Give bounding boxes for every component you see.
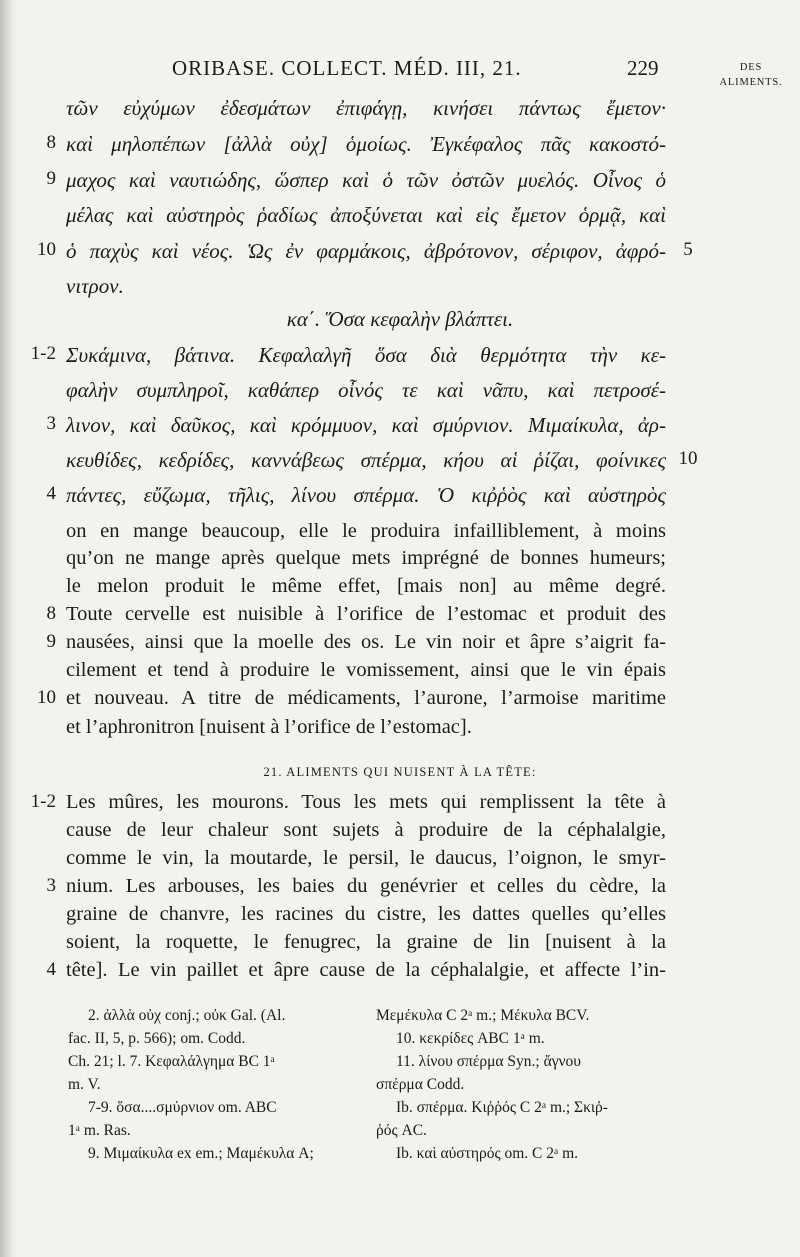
footnote-line: 1ᵃ m. Ras. (68, 1122, 131, 1139)
french-text-line: on en mange beaucoup, elle le produira infailliblement, à moins (66, 520, 666, 542)
footnote-line: ῥός AC. (376, 1122, 427, 1139)
french-text-line: soient, la roquette, le fenugrec, la graine de lin [nuisent à la (66, 931, 666, 953)
footnote-line: Ch. 21; l. 7. Κεφαλάλγημα BC 1ᵃ (68, 1053, 275, 1070)
french-text-line: et l’aphronitron [nuisent à l’orifice de l’estomac]. (66, 716, 472, 738)
greek-text-line: φαλὴν συμπληροῖ, καθάπερ οἶνός τε καὶ νᾶπυ, καὶ πετροσέ- (66, 378, 666, 402)
right-margin-number: 5 (683, 239, 693, 260)
french-text-line: nausées, ainsi que la moelle des os. Le vin noir et âpre s’aigrit fa- (66, 631, 666, 653)
footnote-line: Ib. καὶ αὐστηρός om. C 2ᵃ m. (396, 1145, 579, 1162)
french-text-line: Les mûres, les mourons. Tous les mets qui remplissent la tête à (66, 791, 666, 813)
line-number: 1-2 (30, 343, 56, 364)
footnote-line: 2. ἀλλὰ οὐχ conj.; οὐκ Gal. (Al. (88, 1007, 286, 1024)
page-number: 229 (627, 56, 659, 80)
footnotes-right-column (376, 1004, 676, 1165)
greek-text-line: λινον, καὶ δαῦκος, καὶ κρόμμυον, καὶ σμύρνιον. Μιμαίκυλα, ἀρ- (66, 413, 666, 437)
line-number: 8 (46, 603, 56, 624)
footnote-line: Μεμέκυλα C 2ᵃ m.; Μέκυλα BCV. (376, 1007, 590, 1024)
french-text-line: le melon produit le même effet, [mais non] au même degré. (66, 575, 666, 597)
footnotes-left-column (68, 1004, 368, 1165)
french-chapter-heading: 21. ALIMENTS QUI NUISENT À LA TÊTE: (263, 765, 537, 779)
running-title: ORIBASE. COLLECT. MÉD. III, 21. (172, 56, 522, 80)
line-number: 10 (37, 239, 56, 260)
line-number: 1-2 (30, 791, 56, 812)
footnote-line: fac. II, 5, p. 566); om. Codd. (68, 1030, 246, 1047)
greek-text-line: μαχος καὶ ναυτιώδης, ὥσπερ καὶ ὁ τῶν ὀστῶν μυελός. Οἶνος ὁ (66, 168, 666, 192)
footnote-line: σπέρμα Codd. (376, 1076, 465, 1093)
footnote-line: m. V. (68, 1076, 101, 1093)
greek-chapter-heading: κα΄. Ὅσα κεφαλὴν βλάπτει. (286, 307, 514, 331)
greek-text-line: πάντες, εὔζωμα, τῆλις, λίνου σπέρμα. Ὁ κιῤῥὸς καὶ αὐστηρὸς (66, 483, 666, 507)
line-number: 4 (46, 959, 56, 980)
right-margin-number: 10 (678, 448, 698, 469)
greek-text-line: Συκάμινα, βάτινα. Κεφαλαλγῆ ὅσα διὰ θερμότητα τὴν κε- (66, 343, 666, 367)
footnote-line: 7-9. ὅσα....σμύρνιον om. ABC (88, 1099, 277, 1116)
line-number: 3 (46, 413, 56, 434)
footnote-line: 9. Μιμαίκυλα ex em.; Μαμέκυλα A; (88, 1145, 314, 1162)
french-text-line: comme le vin, la moutarde, le persil, le daucus, l’oignon, le smyr- (66, 847, 666, 869)
greek-text-line: μέλας καὶ αὐστηρὸς ῥαδίως ἀποξύνεται καὶ εἰς ἔμετον ὁρμᾷ, καὶ (66, 203, 666, 227)
side-note-line: ALIMENTS. (719, 77, 783, 88)
critical-apparatus-footnotes (68, 1004, 698, 1184)
greek-text-line: καὶ μηλοπέπων [ἀλλὰ οὐχ] ὁμοίως. Ἐγκέφαλος πᾶς κακοστό- (66, 132, 666, 156)
french-text-line: cilement et tend à produire le vomissement, ainsi que le vin épais (66, 659, 666, 681)
line-number: 10 (37, 687, 56, 708)
running-header (0, 56, 800, 86)
greek-text-line: ὁ παχὺς καὶ νέος. Ὡς ἐν φαρμάκοις, ἀβρότονον, σέριφον, ἀφρό- (66, 239, 666, 263)
french-text-line: nium. Les arbouses, les baies du genévrier et celles du cèdre, la (66, 875, 666, 897)
footnote-line: Ib. σπέρμα. Κιῤῥός C 2ᵃ m.; Σκιῤ- (396, 1099, 608, 1116)
french-text-line: et nouveau. A titre de médicaments, l’aurone, l’armoise maritime (66, 687, 666, 709)
side-note-line: DES (739, 62, 763, 73)
footnote-line: 10. κεκρίδες ABC 1ᵃ m. (396, 1030, 545, 1047)
line-number: 3 (46, 875, 56, 896)
greek-text-line: νιτρον. (66, 274, 124, 298)
french-text-line: graine de chanvre, les racines du cistre, les dattes quelles qu’elles (66, 903, 666, 925)
greek-text-line: τῶν εὐχύμων ἐδεσμάτων ἐπιφάγῃ, κινήσει πάντως ἔμετον· (66, 96, 666, 120)
margin-side-note (712, 60, 790, 90)
line-number: 9 (46, 631, 56, 652)
french-text-line: Toute cervelle est nuisible à l’orifice de l’estomac et produit des (66, 603, 666, 625)
greek-text-line: κευθίδες, κεδρίδες, καννάβεως σπέρμα, κήου αἱ ῥίζαι, φοίνικες (66, 448, 666, 472)
french-text-line: tête]. Le vin paillet et âpre cause de la céphalalgie, et affecte l’in- (66, 959, 666, 981)
french-text-line: cause de leur chaleur sont sujets à produire de la céphalalgie, (66, 819, 666, 841)
line-number: 4 (46, 483, 56, 504)
footnote-line: 11. λίνου σπέρμα Syn.; ἄγνου (396, 1053, 581, 1070)
french-text-line: qu’on ne mange après quelque mets imprégné de bonnes humeurs; (66, 547, 666, 569)
line-number: 8 (46, 132, 56, 153)
line-number: 9 (46, 168, 56, 189)
